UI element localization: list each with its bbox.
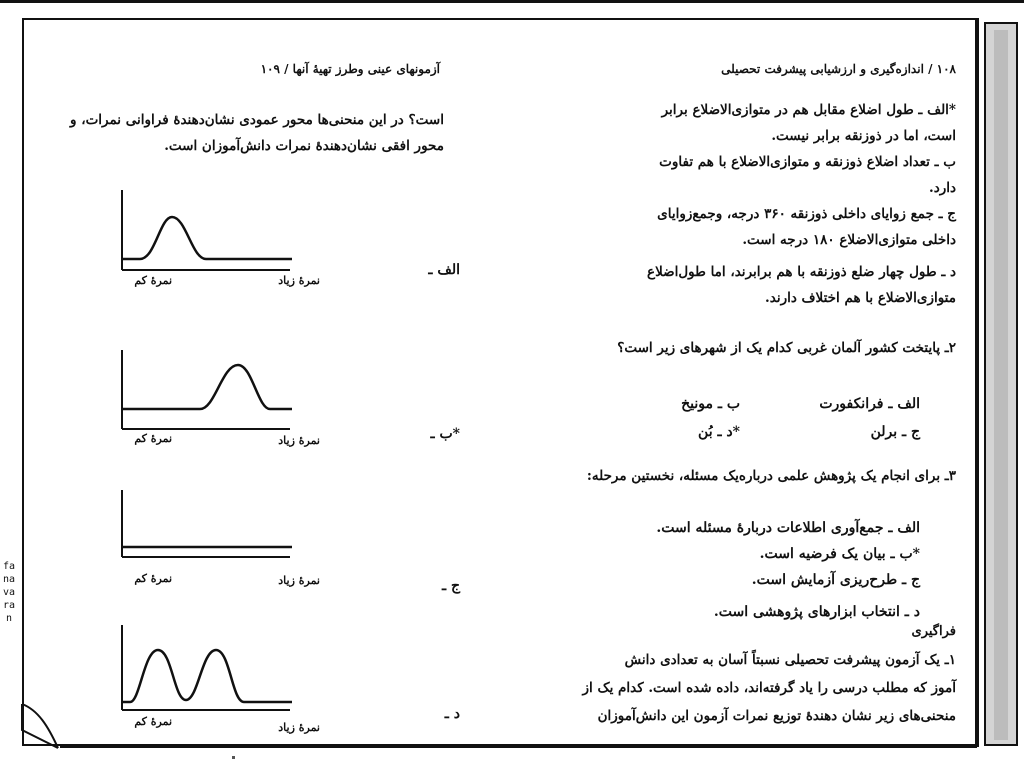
side-scroll-panel[interactable]: [984, 22, 1018, 746]
curve-d-option: د ـ: [444, 706, 460, 722]
q3-option-c: ج ـ طرح‌ریزی آزمایش است.: [751, 572, 920, 588]
curve-c-graph: [100, 485, 300, 575]
q1-line-1: *الف ـ طول اضلاع مقابل هم در متوازی‌الاضلاع برابر: [661, 102, 956, 118]
intro-line-1: است؟ در این منحنی‌ها محور عمودی نشان‌دهندهٔ فراوانی نمرات، و: [70, 112, 444, 128]
q2-option-d: *د ـ بُن: [698, 424, 740, 440]
q3-option-d: د ـ انتخاب ابزارهای پژوهشی است.: [713, 604, 920, 620]
curve-c-high-label: نمرهٔ زیاد: [278, 574, 320, 587]
speck: [232, 756, 235, 759]
curve-a-low-label: نمرهٔ کم: [134, 274, 172, 287]
q1-line-6: داخلی متوازی‌الاضلاع ۱۸۰ درجه است.: [742, 232, 956, 248]
right-page-header: ۱۰۸ / اندازه‌گیری و ارزشیابی پیشرفت تحصیلی: [721, 62, 956, 76]
curve-b-low-label: نمرهٔ کم: [134, 432, 172, 445]
curve-b-high-label: نمرهٔ زیاد: [278, 434, 320, 447]
q1-line-3: ب ـ تعداد اضلاع ذوزنقه و متوازی‌الاضلاع با هم تفاوت: [659, 154, 956, 170]
q2-option-b: ب ـ مونیخ: [681, 396, 740, 412]
curve-d-graph: [100, 620, 300, 715]
q1-line-7: د ـ طول چهار ضلع ذوزنقه با هم برابرند، اما طول‌اضلاع: [647, 264, 956, 280]
q1-line-4: دارد.: [929, 180, 956, 196]
q3-option-a: الف ـ جمع‌آوری اطلاعات دربارهٔ مسئله است.: [656, 520, 920, 536]
q4-line-1: ۱ـ یک آزمون پیشرفت تحصیلی نسبتاً آسان به تعدادی دانش‌: [624, 652, 956, 668]
q3-question: ۳ـ برای انجام یک پژوهش علمی درباره‌یک مسئله، نخستین مرحله:: [586, 468, 956, 484]
curve-c-option: ج ـ: [441, 578, 460, 594]
section-title: فراگیری: [911, 624, 956, 639]
curve-b-graph: [100, 345, 300, 435]
q4-line-2: آموز که مطلب درسی را یاد گرفته‌اند، داده شده است. کدام یک از: [582, 680, 956, 696]
side-watermark-text: fanavaran: [2, 561, 16, 624]
curve-a-option: الف ـ: [428, 262, 460, 278]
q1-line-2: است، اما در ذوزنقه برابر نیست.: [771, 128, 956, 144]
q2-option-c: ج ـ برلن: [870, 424, 920, 440]
curve-d-low-label: نمرهٔ کم: [134, 715, 172, 728]
page-curl-icon: [18, 700, 64, 750]
side-scroll-track[interactable]: [994, 30, 1008, 740]
q3-option-b: *ب ـ بیان یک فرضیه است.: [759, 546, 920, 562]
q2-option-a: الف ـ فرانکفورت: [819, 396, 920, 412]
left-page-header: آزمونهای عینی وطرز تهیهٔ آنها / ۱۰۹: [260, 62, 440, 76]
q1-line-5: ج ـ جمع زوایای داخلی ذوزنقه ۳۶۰ درجه، وجمع‌زوایای: [657, 206, 956, 222]
curve-b-option: *ب ـ: [430, 426, 460, 442]
curve-a-high-label: نمرهٔ زیاد: [278, 274, 320, 287]
top-rule: [0, 0, 1024, 3]
q4-line-3: منحنی‌های زیر نشان دهندهٔ توزیع نمرات آزمون این دانش‌آموزان: [597, 708, 956, 724]
q2-question: ۲ـ پایتخت کشور آلمان غربی کدام یک از شهرهای زیر است؟: [617, 340, 956, 356]
curve-c-low-label: نمرهٔ کم: [134, 572, 172, 585]
book-shadow-bottom: [60, 745, 977, 748]
q1-line-8: متوازی‌الاضلاع با هم اختلاف دارند.: [765, 290, 956, 306]
intro-line-2: محور افقی نشان‌دهندهٔ نمرات دانش‌آموزان است.: [164, 138, 444, 154]
book-shadow-right: [976, 18, 979, 747]
curve-d-high-label: نمرهٔ زیاد: [278, 721, 320, 734]
curve-a-graph: [100, 185, 300, 275]
